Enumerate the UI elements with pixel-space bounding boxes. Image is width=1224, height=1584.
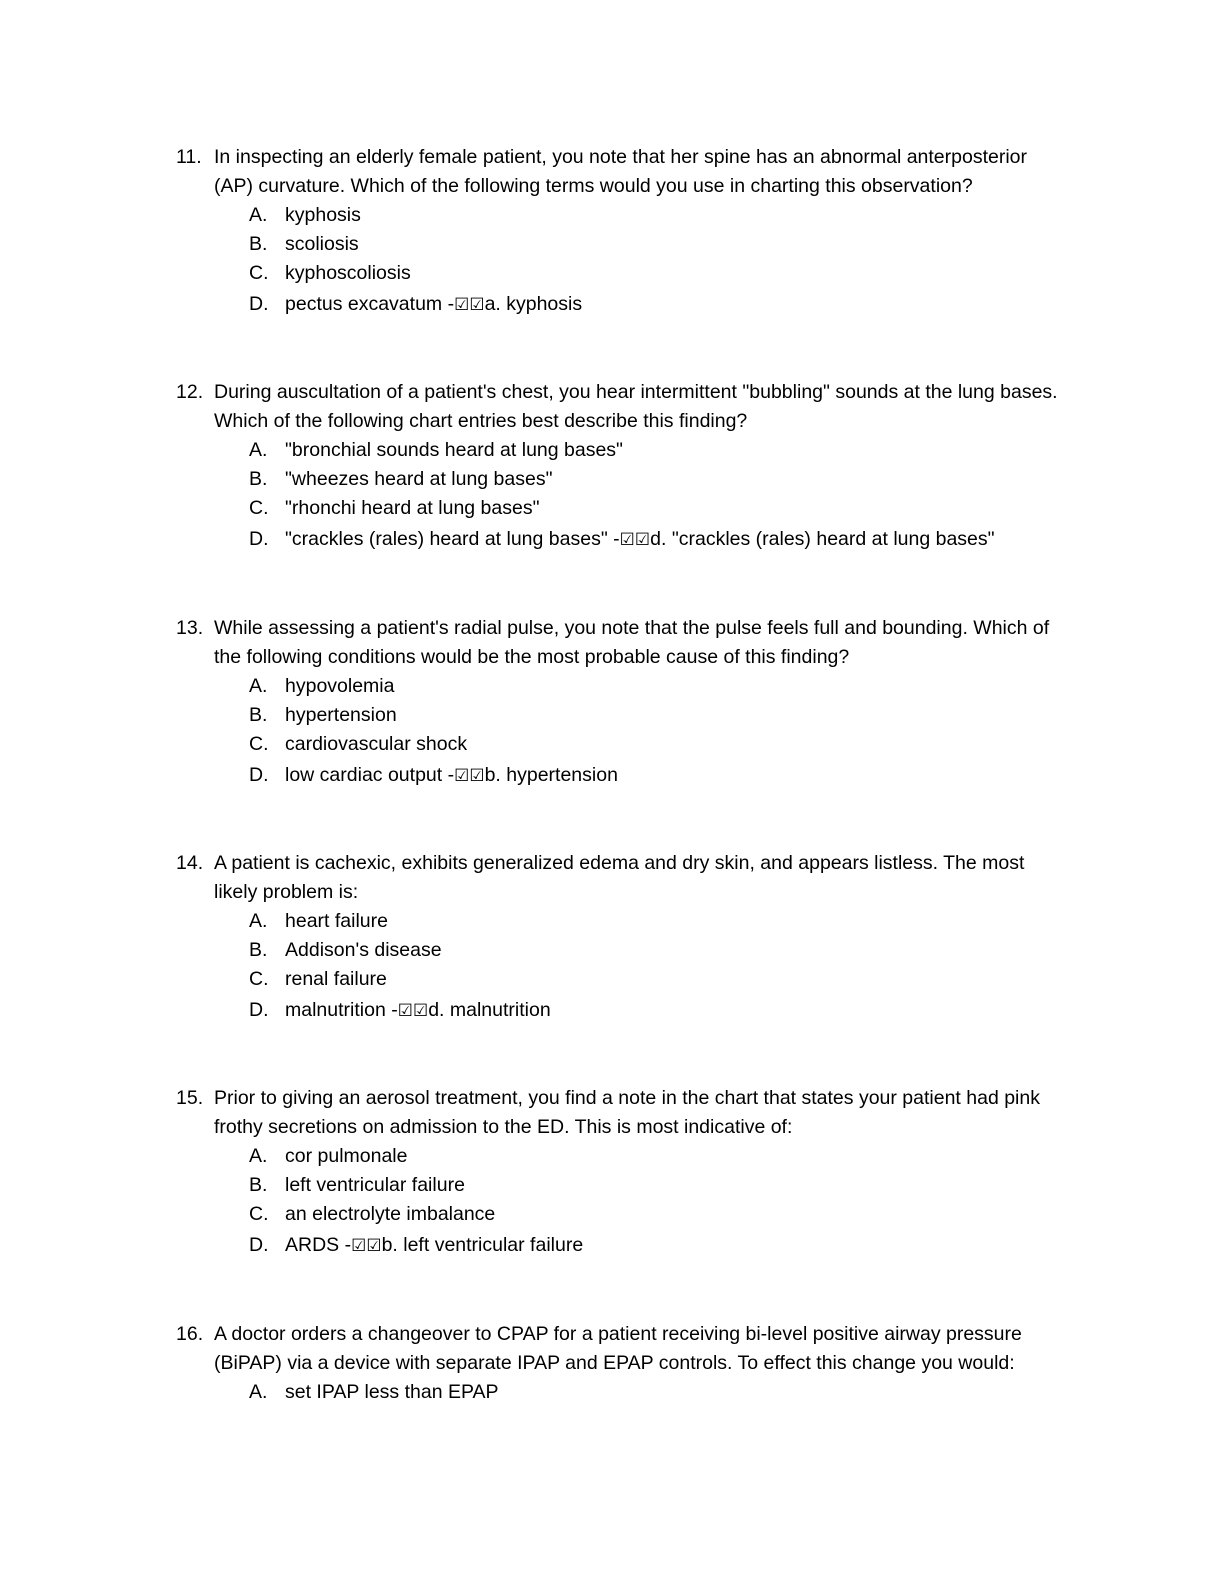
option-letter: D. [249, 1234, 269, 1256]
option-d [0, 288, 1224, 319]
question-stem [0, 1320, 1064, 1378]
answer-key: b. left ventricular failure [381, 1234, 584, 1256]
answer-key: a. kyphosis [484, 293, 583, 315]
option-text: set IPAP less than EPAP [285, 1381, 499, 1403]
checkbox-icon: ☑☑ [454, 766, 485, 786]
answer-options [0, 672, 1224, 790]
option-c [0, 730, 1224, 759]
question-number: 14. [176, 852, 204, 874]
option-letter: C. [249, 1203, 269, 1225]
question-stem [0, 143, 1064, 201]
option-letter: D. [249, 528, 269, 550]
option-b [0, 701, 1224, 730]
option-text: ARDS - [285, 1234, 352, 1256]
option-letter: C. [249, 968, 269, 990]
option-text: malnutrition - [285, 999, 398, 1021]
option-text: "wheezes heard at lung bases" [285, 468, 553, 490]
option-a [0, 1378, 1224, 1407]
question-stem [0, 1084, 1064, 1142]
option-letter: A. [249, 204, 268, 226]
question-text: A doctor orders a changeover to CPAP for a patient receiving bi-level positive airway pressure (BiPAP) via a device with separate IPAP and EPAP controls. To effect this change you would: [214, 1323, 1022, 1374]
question-stem [0, 614, 1064, 672]
question-12 [0, 378, 1224, 554]
option-letter: A. [249, 675, 268, 697]
option-text: cardiovascular shock [285, 733, 468, 755]
option-c [0, 494, 1224, 523]
question-text: Prior to giving an aerosol treatment, you find a note in the chart that states your patient had pink frothy secretions on admission to the ED. This is most indicative of: [214, 1087, 1040, 1138]
option-b [0, 465, 1224, 494]
answer-key: b. hypertension [484, 764, 618, 786]
option-d [0, 994, 1224, 1025]
question-15 [0, 1084, 1224, 1260]
question-stem [0, 378, 1064, 436]
option-a [0, 201, 1224, 230]
option-a [0, 672, 1224, 701]
option-letter: B. [249, 939, 268, 961]
question-13 [0, 614, 1224, 790]
option-a [0, 436, 1224, 465]
checkbox-icon: ☑☑ [454, 295, 485, 315]
option-text: "crackles (rales) heard at lung bases" - [285, 528, 620, 550]
question-14 [0, 849, 1224, 1025]
option-letter: B. [249, 468, 268, 490]
option-letter: A. [249, 1381, 268, 1403]
option-text: cor pulmonale [285, 1145, 408, 1167]
question-number: 16. [176, 1323, 204, 1345]
option-text: hypovolemia [285, 675, 395, 697]
question-number: 11. [176, 146, 202, 168]
checkbox-icon: ☑☑ [397, 1001, 429, 1021]
option-d [0, 523, 1224, 554]
option-text: heart failure [285, 910, 388, 932]
option-text: left ventricular failure [285, 1174, 465, 1196]
option-letter: C. [249, 262, 269, 284]
option-letter: B. [249, 704, 268, 726]
question-stem [0, 849, 1064, 907]
question-11 [0, 143, 1224, 319]
option-text: "bronchial sounds heard at lung bases" [285, 439, 623, 461]
option-letter: B. [249, 233, 268, 255]
option-text: "rhonchi heard at lung bases" [285, 497, 540, 519]
checkbox-icon: ☑☑ [619, 530, 651, 550]
option-letter: A. [249, 910, 268, 932]
option-d [0, 759, 1224, 790]
option-text: Addison's disease [285, 939, 442, 961]
option-b [0, 1171, 1224, 1200]
question-16 [0, 1320, 1224, 1407]
answer-key: d. "crackles (rales) heard at lung bases" [650, 528, 995, 550]
option-text: renal failure [285, 968, 387, 990]
option-text: kyphoscoliosis [285, 262, 411, 284]
question-text: In inspecting an elderly female patient, you note that her spine has an abnormal anterposterior (AP) curvature. Which of the following terms would you use in charting this observation? [214, 146, 1028, 197]
option-text: low cardiac output - [285, 764, 455, 786]
option-c [0, 965, 1224, 994]
option-letter: D. [249, 293, 269, 315]
option-letter: A. [249, 439, 268, 461]
option-letter: B. [249, 1174, 268, 1196]
answer-options [0, 201, 1224, 319]
answer-key: d. malnutrition [428, 999, 551, 1021]
question-text: While assessing a patient's radial pulse, you note that the pulse feels full and bounding. Which of the following conditions would be the most probable cause of this finding? [214, 617, 1050, 668]
option-text: pectus excavatum - [285, 293, 455, 315]
question-number: 13. [176, 617, 204, 639]
question-number: 15. [176, 1087, 204, 1109]
question-text: During auscultation of a patient's chest, you hear intermittent "bubbling" sounds at the lung bases. Which of the following chart entries best describe this finding? [214, 381, 1058, 432]
answer-options [0, 436, 1224, 554]
option-letter: D. [249, 764, 269, 786]
checkbox-icon: ☑☑ [351, 1236, 382, 1256]
option-c [0, 259, 1224, 288]
question-text: A patient is cachexic, exhibits generalized edema and dry skin, and appears listless. The most likely problem is: [214, 852, 1025, 903]
answer-options [0, 1378, 1224, 1407]
option-c [0, 1200, 1224, 1229]
answer-options [0, 907, 1224, 1025]
option-b [0, 936, 1224, 965]
option-text: scoliosis [285, 233, 359, 255]
option-letter: C. [249, 733, 269, 755]
option-b [0, 230, 1224, 259]
option-a [0, 1142, 1224, 1171]
option-letter: D. [249, 999, 269, 1021]
question-number: 12. [176, 381, 204, 403]
option-d [0, 1229, 1224, 1260]
option-text: an electrolyte imbalance [285, 1203, 496, 1225]
answer-options [0, 1142, 1224, 1260]
option-a [0, 907, 1224, 936]
option-letter: A. [249, 1145, 268, 1167]
option-text: kyphosis [285, 204, 361, 226]
option-letter: C. [249, 497, 269, 519]
option-text: hypertension [285, 704, 397, 726]
